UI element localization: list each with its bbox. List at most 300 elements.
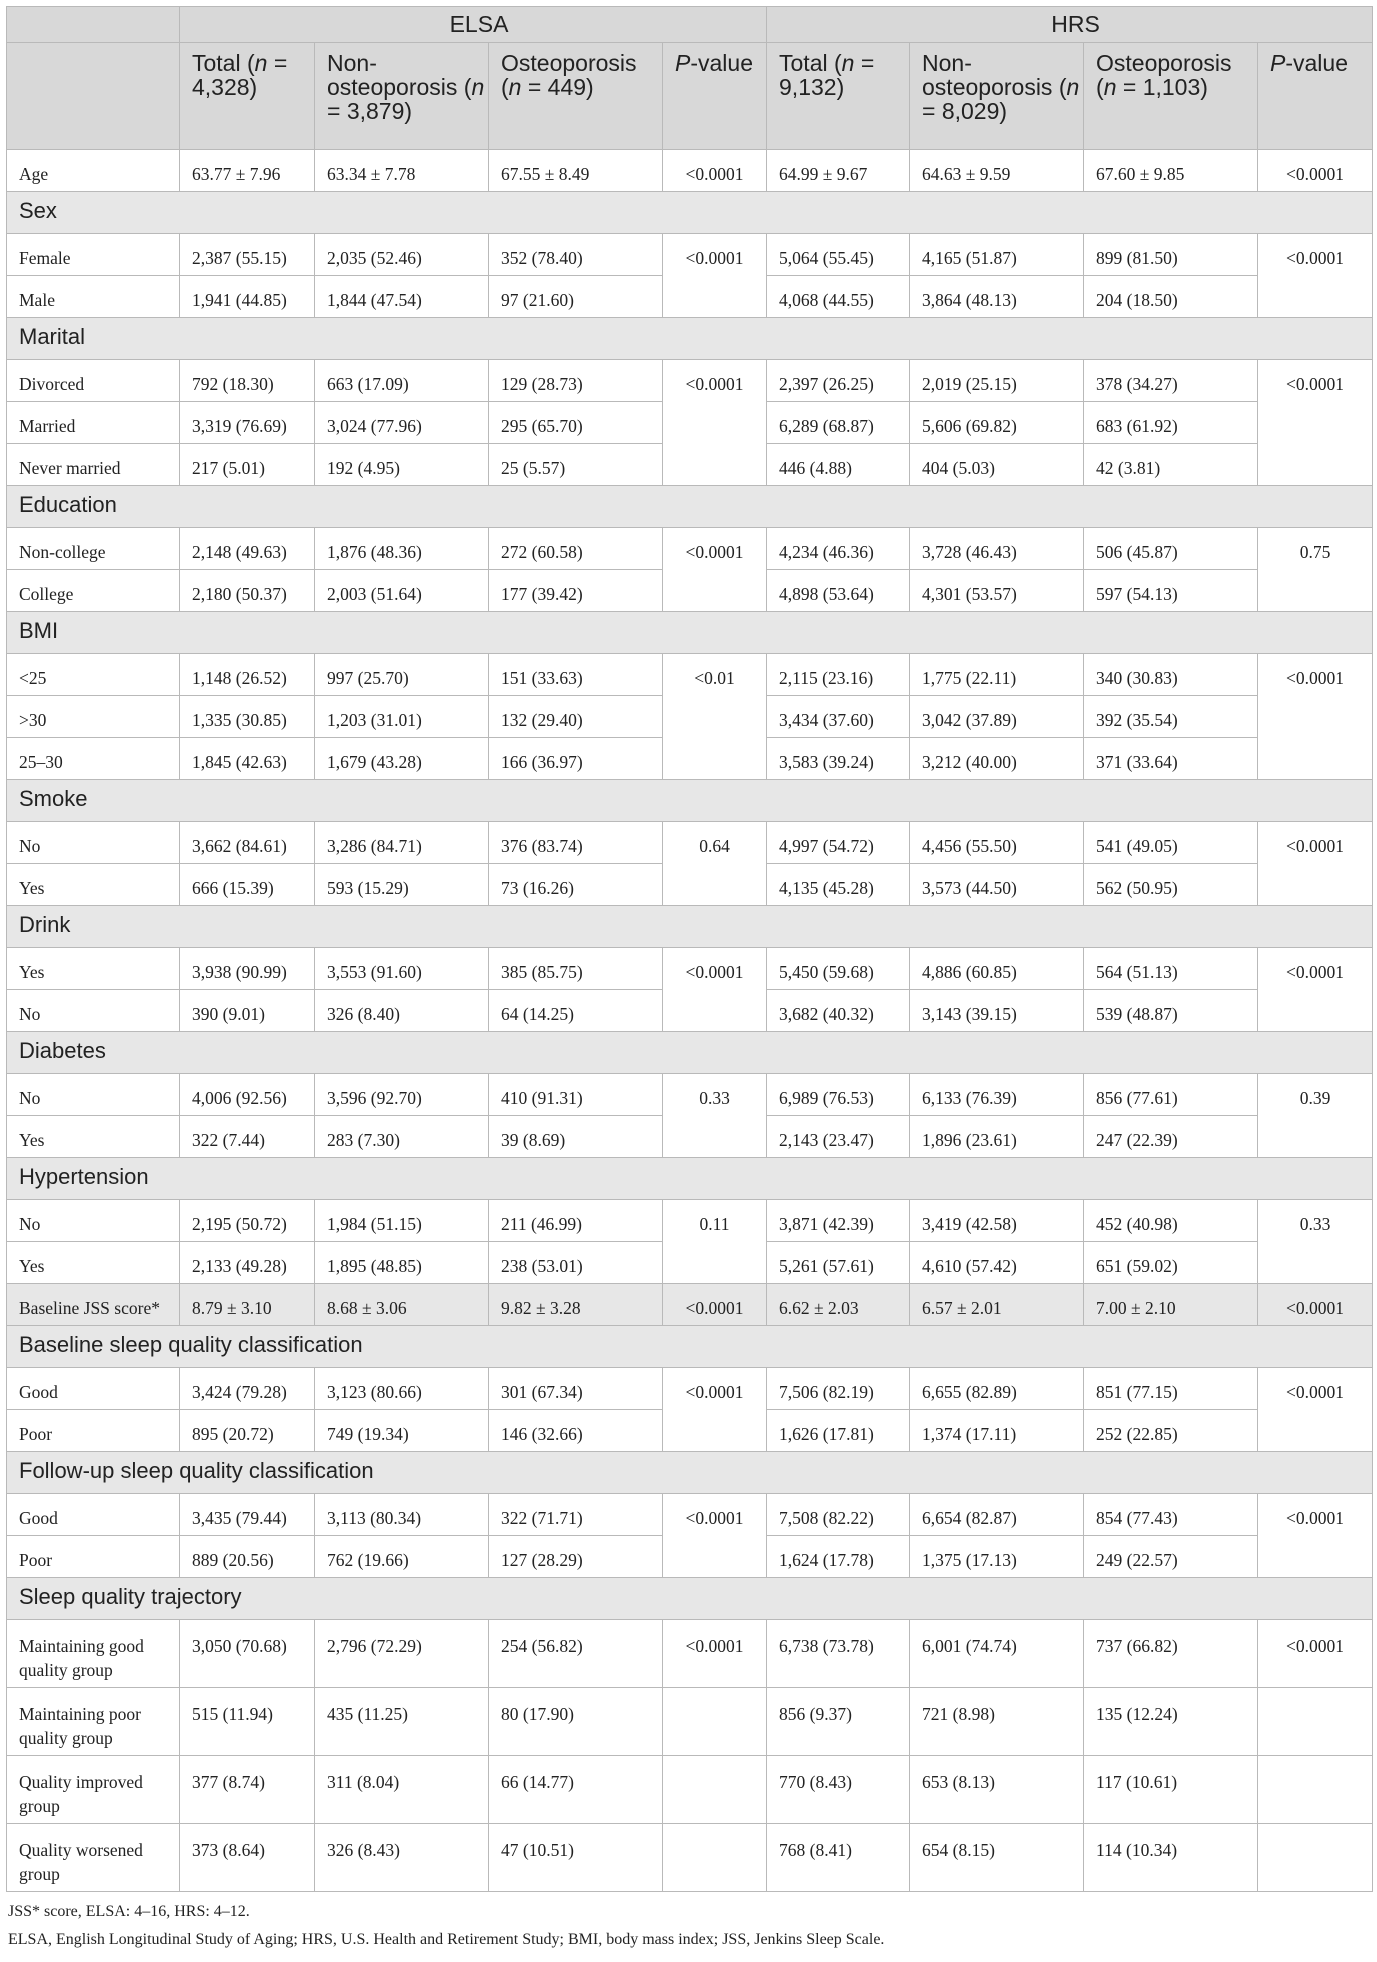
hrs-value: 6.62 ± 2.03	[767, 1284, 910, 1326]
hrs-value: 539 (48.87)	[1084, 990, 1258, 1032]
group-header-row	[7, 7, 1373, 43]
elsa-value: 997 (25.70)	[315, 654, 489, 696]
section-row	[7, 1032, 1373, 1074]
elsa-p-value: <0.0001	[663, 150, 767, 192]
table-row	[7, 360, 1373, 402]
header-text: -value	[1285, 50, 1349, 76]
hrs-value: 1,374 (17.11)	[910, 1410, 1084, 1452]
row-label: Baseline JSS score*	[7, 1284, 180, 1326]
hrs-value: 2,115 (23.16)	[767, 654, 910, 696]
hrs-p-value: <0.0001	[1258, 654, 1373, 780]
elsa-value: 1,941 (44.85)	[180, 276, 315, 318]
header-italic: P	[1270, 50, 1286, 76]
elsa-value: 322 (71.71)	[489, 1494, 663, 1536]
elsa-value: 66 (14.77)	[489, 1756, 663, 1824]
hrs-value: 4,165 (51.87)	[910, 234, 1084, 276]
elsa-value: 63.77 ± 7.96	[180, 150, 315, 192]
row-label: Female	[7, 234, 180, 276]
hrs-p-value: <0.0001	[1258, 150, 1373, 192]
hrs-value: 721 (8.98)	[910, 1688, 1084, 1756]
column-header-row	[7, 43, 1373, 150]
elsa-p-value: 0.11	[663, 1200, 767, 1284]
hrs-value: 562 (50.95)	[1084, 864, 1258, 906]
table-row	[7, 948, 1373, 990]
hrs-value: 3,871 (42.39)	[767, 1200, 910, 1242]
column-header-elsa-3	[663, 43, 767, 150]
section-row	[7, 1452, 1373, 1494]
hrs-value: 768 (8.41)	[767, 1824, 910, 1892]
elsa-value: 64 (14.25)	[489, 990, 663, 1032]
row-label: Good	[7, 1494, 180, 1536]
row-label: Yes	[7, 1116, 180, 1158]
hrs-p-value: <0.0001	[1258, 1620, 1373, 1688]
table-row	[7, 1494, 1373, 1536]
hrs-value: 6,655 (82.89)	[910, 1368, 1084, 1410]
elsa-value: 326 (8.40)	[315, 990, 489, 1032]
hrs-value: 2,143 (23.47)	[767, 1116, 910, 1158]
table-row	[7, 1688, 1373, 1756]
elsa-value: 373 (8.64)	[180, 1824, 315, 1892]
header-text: Non-osteoporosis (	[922, 50, 1067, 100]
elsa-value: 254 (56.82)	[489, 1620, 663, 1688]
elsa-value: 63.34 ± 7.78	[315, 150, 489, 192]
section-label: Hypertension	[7, 1158, 1373, 1200]
elsa-value: 3,435 (79.44)	[180, 1494, 315, 1536]
table-row	[7, 1756, 1373, 1824]
hrs-value: 6,989 (76.53)	[767, 1074, 910, 1116]
hrs-value: 446 (4.88)	[767, 444, 910, 486]
table-row	[7, 150, 1373, 192]
row-label: Age	[7, 150, 180, 192]
elsa-p-value: <0.0001	[663, 1620, 767, 1688]
table-row	[7, 1074, 1373, 1116]
hrs-value: 564 (51.13)	[1084, 948, 1258, 990]
elsa-value: 47 (10.51)	[489, 1824, 663, 1892]
hrs-p-value: <0.0001	[1258, 360, 1373, 486]
table-row	[7, 234, 1373, 276]
hrs-value: 135 (12.24)	[1084, 1688, 1258, 1756]
hrs-value: 3,434 (37.60)	[767, 696, 910, 738]
elsa-value: 2,133 (49.28)	[180, 1242, 315, 1284]
elsa-value: 25 (5.57)	[489, 444, 663, 486]
hrs-p-value: <0.0001	[1258, 1368, 1373, 1452]
hrs-value: 3,573 (44.50)	[910, 864, 1084, 906]
hrs-value: 1,896 (23.61)	[910, 1116, 1084, 1158]
elsa-p-value	[663, 1688, 767, 1756]
elsa-value: 3,319 (76.69)	[180, 402, 315, 444]
section-row	[7, 486, 1373, 528]
hrs-value: 3,682 (40.32)	[767, 990, 910, 1032]
elsa-value: 749 (19.34)	[315, 1410, 489, 1452]
section-label: Marital	[7, 318, 1373, 360]
header-text: Total (	[192, 50, 255, 76]
hrs-value: 64.63 ± 9.59	[910, 150, 1084, 192]
hrs-p-value	[1258, 1688, 1373, 1756]
hrs-value: 3,419 (42.58)	[910, 1200, 1084, 1242]
column-header-hrs-1	[910, 43, 1084, 150]
section-row	[7, 192, 1373, 234]
table-row	[7, 822, 1373, 864]
elsa-value: 3,553 (91.60)	[315, 948, 489, 990]
hrs-value: 4,898 (53.64)	[767, 570, 910, 612]
elsa-value: 1,203 (31.01)	[315, 696, 489, 738]
hrs-value: 2,019 (25.15)	[910, 360, 1084, 402]
section-label: Diabetes	[7, 1032, 1373, 1074]
header-italic: P	[675, 50, 691, 76]
hrs-value: 3,042 (37.89)	[910, 696, 1084, 738]
elsa-value: 593 (15.29)	[315, 864, 489, 906]
elsa-value: 352 (78.40)	[489, 234, 663, 276]
hrs-p-value	[1258, 1824, 1373, 1892]
hrs-value: 653 (8.13)	[910, 1756, 1084, 1824]
hrs-value: 4,068 (44.55)	[767, 276, 910, 318]
elsa-value: 1,876 (48.36)	[315, 528, 489, 570]
section-row	[7, 780, 1373, 822]
hrs-value: 2,397 (26.25)	[767, 360, 910, 402]
elsa-value: 129 (28.73)	[489, 360, 663, 402]
elsa-value: 792 (18.30)	[180, 360, 315, 402]
elsa-value: 410 (91.31)	[489, 1074, 663, 1116]
table-row	[7, 1368, 1373, 1410]
hrs-value: 1,775 (22.11)	[910, 654, 1084, 696]
elsa-value: 238 (53.01)	[489, 1242, 663, 1284]
row-label: Yes	[7, 948, 180, 990]
row-label: Maintaining poor quality group	[7, 1688, 180, 1756]
hrs-value: 5,261 (57.61)	[767, 1242, 910, 1284]
elsa-value: 1,335 (30.85)	[180, 696, 315, 738]
header-italic: n	[508, 74, 522, 100]
column-header-elsa-0	[180, 43, 315, 150]
section-row	[7, 906, 1373, 948]
hrs-value: 4,456 (55.50)	[910, 822, 1084, 864]
elsa-value: 3,424 (79.28)	[180, 1368, 315, 1410]
hrs-value: 4,610 (57.42)	[910, 1242, 1084, 1284]
elsa-p-value: <0.0001	[663, 1368, 767, 1452]
elsa-value: 67.55 ± 8.49	[489, 150, 663, 192]
elsa-p-value: <0.0001	[663, 1494, 767, 1578]
section-label: Education	[7, 486, 1373, 528]
row-label: Divorced	[7, 360, 180, 402]
elsa-value: 80 (17.90)	[489, 1688, 663, 1756]
elsa-value: 177 (39.42)	[489, 570, 663, 612]
header-text: Osteoporosis (	[1096, 50, 1232, 100]
elsa-value: 515 (11.94)	[180, 1688, 315, 1756]
elsa-value: 272 (60.58)	[489, 528, 663, 570]
column-header-elsa-2	[489, 43, 663, 150]
hrs-value: 4,301 (53.57)	[910, 570, 1084, 612]
row-label: No	[7, 1074, 180, 1116]
elsa-p-value	[663, 1824, 767, 1892]
column-header-hrs-0	[767, 43, 910, 150]
elsa-value: 283 (7.30)	[315, 1116, 489, 1158]
row-label: >30	[7, 696, 180, 738]
elsa-value: 2,195 (50.72)	[180, 1200, 315, 1242]
elsa-value: 663 (17.09)	[315, 360, 489, 402]
hrs-value: 247 (22.39)	[1084, 1116, 1258, 1158]
hrs-value: 5,064 (55.45)	[767, 234, 910, 276]
hrs-value: 340 (30.83)	[1084, 654, 1258, 696]
elsa-value: 1,148 (26.52)	[180, 654, 315, 696]
hrs-p-value: 0.75	[1258, 528, 1373, 612]
hrs-p-value: <0.0001	[1258, 948, 1373, 1032]
table-row	[7, 1200, 1373, 1242]
hrs-value: 683 (61.92)	[1084, 402, 1258, 444]
hrs-value: 5,450 (59.68)	[767, 948, 910, 990]
elsa-value: 376 (83.74)	[489, 822, 663, 864]
hrs-value: 506 (45.87)	[1084, 528, 1258, 570]
row-label: College	[7, 570, 180, 612]
hrs-value: 856 (9.37)	[767, 1688, 910, 1756]
hrs-value: 3,212 (40.00)	[910, 738, 1084, 780]
elsa-value: 127 (28.29)	[489, 1536, 663, 1578]
hrs-value: 42 (3.81)	[1084, 444, 1258, 486]
hrs-value: 67.60 ± 9.85	[1084, 150, 1258, 192]
hrs-value: 64.99 ± 9.67	[767, 150, 910, 192]
section-label: Sleep quality trajectory	[7, 1578, 1373, 1620]
row-label: <25	[7, 654, 180, 696]
elsa-value: 1,845 (42.63)	[180, 738, 315, 780]
elsa-value: 97 (21.60)	[489, 276, 663, 318]
section-row	[7, 1158, 1373, 1200]
elsa-value: 166 (36.97)	[489, 738, 663, 780]
header-text: Osteoporosis (	[501, 50, 637, 100]
hrs-value: 392 (35.54)	[1084, 696, 1258, 738]
hrs-value: 378 (34.27)	[1084, 360, 1258, 402]
hrs-value: 404 (5.03)	[910, 444, 1084, 486]
row-label: No	[7, 822, 180, 864]
elsa-value: 1,679 (43.28)	[315, 738, 489, 780]
row-label: Yes	[7, 864, 180, 906]
hrs-p-value	[1258, 1756, 1373, 1824]
section-label: Follow-up sleep quality classification	[7, 1452, 1373, 1494]
hrs-value: 4,135 (45.28)	[767, 864, 910, 906]
hrs-value: 3,728 (46.43)	[910, 528, 1084, 570]
hrs-value: 114 (10.34)	[1084, 1824, 1258, 1892]
section-row	[7, 612, 1373, 654]
corner-cell-2	[7, 43, 180, 150]
table-row	[7, 1620, 1373, 1688]
row-label: 25–30	[7, 738, 180, 780]
section-label: Baseline sleep quality classification	[7, 1326, 1373, 1368]
table-row	[7, 1824, 1373, 1892]
row-label: No	[7, 990, 180, 1032]
hrs-value: 1,624 (17.78)	[767, 1536, 910, 1578]
hrs-value: 452 (40.98)	[1084, 1200, 1258, 1242]
hrs-value: 6,001 (74.74)	[910, 1620, 1084, 1688]
section-label: Sex	[7, 192, 1373, 234]
elsa-value: 211 (46.99)	[489, 1200, 663, 1242]
header-text: Non-osteoporosis (	[327, 50, 472, 100]
hrs-value: 6,738 (73.78)	[767, 1620, 910, 1688]
hrs-value: 856 (77.61)	[1084, 1074, 1258, 1116]
elsa-p-value: 0.64	[663, 822, 767, 906]
elsa-value: 2,148 (49.63)	[180, 528, 315, 570]
elsa-value: 3,662 (84.61)	[180, 822, 315, 864]
hrs-value: 371 (33.64)	[1084, 738, 1258, 780]
elsa-value: 39 (8.69)	[489, 1116, 663, 1158]
elsa-value: 435 (11.25)	[315, 1688, 489, 1756]
group-header-elsa: ELSA	[180, 7, 767, 43]
header-italic: n	[841, 50, 855, 76]
footnote-line: JSS* score, ELSA: 4–16, HRS: 4–12.	[8, 1903, 250, 1920]
elsa-value: 2,003 (51.64)	[315, 570, 489, 612]
header-italic: n	[1103, 74, 1117, 100]
section-label: Smoke	[7, 780, 1373, 822]
section-label: BMI	[7, 612, 1373, 654]
row-label: Poor	[7, 1410, 180, 1452]
elsa-value: 889 (20.56)	[180, 1536, 315, 1578]
elsa-p-value: <0.0001	[663, 948, 767, 1032]
characteristics-table	[6, 6, 1373, 1892]
header-text: = 1,103)	[1116, 74, 1208, 100]
hrs-value: 7.00 ± 2.10	[1084, 1284, 1258, 1326]
elsa-value: 8.68 ± 3.06	[315, 1284, 489, 1326]
elsa-value: 377 (8.74)	[180, 1756, 315, 1824]
column-header-hrs-2	[1084, 43, 1258, 150]
hrs-value: 851 (77.15)	[1084, 1368, 1258, 1410]
elsa-value: 326 (8.43)	[315, 1824, 489, 1892]
row-label: Poor	[7, 1536, 180, 1578]
header-text: = 4,328)	[192, 50, 288, 100]
hrs-value: 3,864 (48.13)	[910, 276, 1084, 318]
row-label: Quality worsened group	[7, 1824, 180, 1892]
elsa-value: 2,796 (72.29)	[315, 1620, 489, 1688]
header-text: = 9,132)	[779, 50, 875, 100]
column-header-elsa-1	[315, 43, 489, 150]
row-label: Male	[7, 276, 180, 318]
elsa-value: 217 (5.01)	[180, 444, 315, 486]
hrs-value: 3,143 (39.15)	[910, 990, 1084, 1032]
elsa-p-value	[663, 1756, 767, 1824]
header-italic: n	[471, 74, 485, 100]
elsa-value: 3,024 (77.96)	[315, 402, 489, 444]
hrs-value: 249 (22.57)	[1084, 1536, 1258, 1578]
hrs-value: 204 (18.50)	[1084, 276, 1258, 318]
header-text: = 3,879)	[327, 98, 413, 124]
elsa-value: 1,895 (48.85)	[315, 1242, 489, 1284]
corner-cell	[7, 7, 180, 43]
row-label: No	[7, 1200, 180, 1242]
table-row	[7, 654, 1373, 696]
elsa-value: 8.79 ± 3.10	[180, 1284, 315, 1326]
hrs-value: 6,654 (82.87)	[910, 1494, 1084, 1536]
elsa-value: 295 (65.70)	[489, 402, 663, 444]
hrs-value: 654 (8.15)	[910, 1824, 1084, 1892]
elsa-value: 385 (85.75)	[489, 948, 663, 990]
elsa-value: 3,596 (92.70)	[315, 1074, 489, 1116]
elsa-value: 192 (4.95)	[315, 444, 489, 486]
header-text: = 8,029)	[922, 98, 1008, 124]
header-text: = 449)	[521, 74, 594, 100]
hrs-value: 7,508 (82.22)	[767, 1494, 910, 1536]
header-italic: n	[1066, 74, 1080, 100]
elsa-value: 2,035 (52.46)	[315, 234, 489, 276]
header-text: Total (	[779, 50, 842, 76]
hrs-value: 7,506 (82.19)	[767, 1368, 910, 1410]
elsa-value: 1,844 (47.54)	[315, 276, 489, 318]
elsa-p-value: <0.0001	[663, 1284, 767, 1326]
row-label: Never married	[7, 444, 180, 486]
hrs-value: 4,886 (60.85)	[910, 948, 1084, 990]
elsa-value: 895 (20.72)	[180, 1410, 315, 1452]
elsa-p-value: <0.01	[663, 654, 767, 780]
elsa-value: 3,286 (84.71)	[315, 822, 489, 864]
hrs-value: 1,626 (17.81)	[767, 1410, 910, 1452]
footnotes	[6, 1898, 1372, 1954]
hrs-value: 854 (77.43)	[1084, 1494, 1258, 1536]
elsa-value: 132 (29.40)	[489, 696, 663, 738]
elsa-p-value: <0.0001	[663, 234, 767, 318]
hrs-value: 117 (10.61)	[1084, 1756, 1258, 1824]
elsa-p-value: 0.33	[663, 1074, 767, 1158]
hrs-value: 6.57 ± 2.01	[910, 1284, 1084, 1326]
hrs-value: 4,234 (46.36)	[767, 528, 910, 570]
elsa-p-value: <0.0001	[663, 360, 767, 486]
hrs-value: 899 (81.50)	[1084, 234, 1258, 276]
elsa-value: 73 (16.26)	[489, 864, 663, 906]
section-row	[7, 1326, 1373, 1368]
hrs-value: 597 (54.13)	[1084, 570, 1258, 612]
row-label: Yes	[7, 1242, 180, 1284]
hrs-p-value: <0.0001	[1258, 822, 1373, 906]
hrs-value: 651 (59.02)	[1084, 1242, 1258, 1284]
elsa-value: 3,113 (80.34)	[315, 1494, 489, 1536]
hrs-value: 3,583 (39.24)	[767, 738, 910, 780]
hrs-value: 252 (22.85)	[1084, 1410, 1258, 1452]
table-row	[7, 528, 1373, 570]
row-label: Non-college	[7, 528, 180, 570]
hrs-value: 541 (49.05)	[1084, 822, 1258, 864]
hrs-p-value: 0.33	[1258, 1200, 1373, 1284]
elsa-value: 3,050 (70.68)	[180, 1620, 315, 1688]
row-label: Married	[7, 402, 180, 444]
elsa-value: 666 (15.39)	[180, 864, 315, 906]
table-container	[6, 6, 1372, 1954]
elsa-value: 151 (33.63)	[489, 654, 663, 696]
elsa-value: 146 (32.66)	[489, 1410, 663, 1452]
elsa-value: 311 (8.04)	[315, 1756, 489, 1824]
hrs-value: 1,375 (17.13)	[910, 1536, 1084, 1578]
section-row	[7, 318, 1373, 360]
hrs-value: 6,289 (68.87)	[767, 402, 910, 444]
hrs-value: 4,997 (54.72)	[767, 822, 910, 864]
hrs-value: 6,133 (76.39)	[910, 1074, 1084, 1116]
hrs-p-value: <0.0001	[1258, 1494, 1373, 1578]
row-label: Maintaining good quality group	[7, 1620, 180, 1688]
elsa-value: 390 (9.01)	[180, 990, 315, 1032]
header-italic: n	[254, 50, 268, 76]
row-label: Good	[7, 1368, 180, 1410]
table-row	[7, 1284, 1373, 1326]
column-header-hrs-3	[1258, 43, 1373, 150]
elsa-p-value: <0.0001	[663, 528, 767, 612]
section-label: Drink	[7, 906, 1373, 948]
elsa-value: 2,180 (50.37)	[180, 570, 315, 612]
elsa-value: 1,984 (51.15)	[315, 1200, 489, 1242]
hrs-p-value: 0.39	[1258, 1074, 1373, 1158]
hrs-p-value: <0.0001	[1258, 234, 1373, 318]
header-text: -value	[690, 50, 753, 76]
hrs-value: 737 (66.82)	[1084, 1620, 1258, 1688]
row-label: Quality improved group	[7, 1756, 180, 1824]
elsa-value: 762 (19.66)	[315, 1536, 489, 1578]
elsa-value: 322 (7.44)	[180, 1116, 315, 1158]
elsa-value: 3,123 (80.66)	[315, 1368, 489, 1410]
elsa-value: 301 (67.34)	[489, 1368, 663, 1410]
section-row	[7, 1578, 1373, 1620]
elsa-value: 4,006 (92.56)	[180, 1074, 315, 1116]
hrs-value: 5,606 (69.82)	[910, 402, 1084, 444]
